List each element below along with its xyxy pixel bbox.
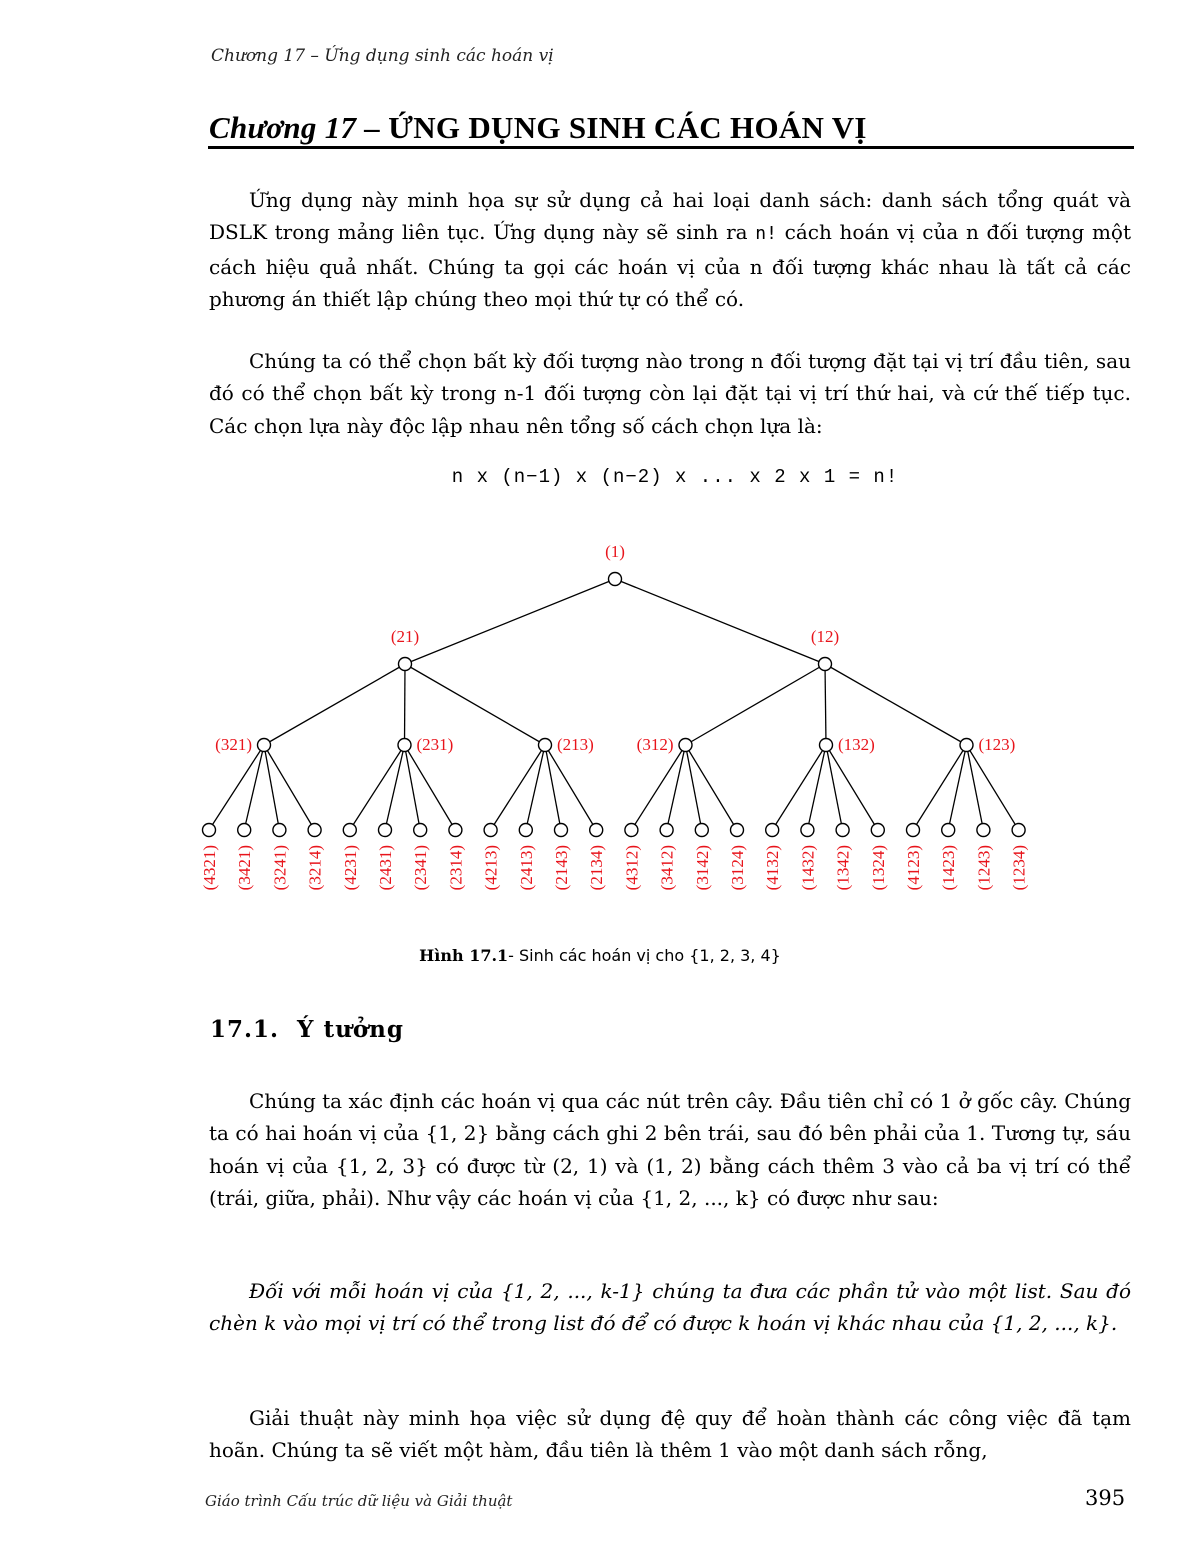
node-label-leaf: (4132)	[763, 845, 783, 891]
tree-node	[343, 824, 356, 837]
page-number: 395	[1085, 1486, 1126, 1510]
tree-node	[258, 739, 271, 752]
running-header: Chương 17 – Ứng dụng sinh các hoán vị	[211, 46, 554, 66]
node-label-leaf: (2431)	[376, 845, 395, 891]
node-label-leaf: (2314)	[446, 845, 466, 891]
tree-edge	[825, 664, 826, 745]
node-label-leaf: (4231)	[340, 845, 360, 891]
tree-node	[836, 824, 849, 837]
node-label-level3: (132)	[838, 735, 875, 754]
section-heading	[210, 1016, 404, 1043]
node-label-leaf: (1423)	[939, 845, 959, 891]
footer-book-title: Giáo trình Cấu trúc dữ liệu và Giải thuật	[205, 1492, 513, 1510]
section-paragraph-1: Chúng ta xác định các hoán vị qua các nút trên cây. Đầu tiên chỉ có 1 ở gốc cây. Chúng ta có hai hoán vị của {1, 2} bằng cách ghi 2 bên trái, sau đó bên phải của 1. Tương tự, sáu hoán vị của {1, 2, 3} có được từ (2, 1) và (1, 2) bằng cách thêm 3 vào cả ba vị trí có thể (trái, giữa, phải). Như vậy các hoán vị của {1, 2, ..., k} có được như sau:	[209, 1089, 1131, 1210]
tree-edge	[913, 745, 967, 830]
factorial-formula: n x (n−1) x (n−2) x ... x 2 x 1 = n!	[451, 466, 899, 488]
caption-label: Hình 17.1	[419, 946, 509, 965]
tree-node	[590, 824, 603, 837]
tree-node	[414, 824, 427, 837]
chapter-title-prefix: Chương 17 –	[209, 110, 389, 145]
tree-node	[484, 824, 497, 837]
chapter-title	[209, 110, 867, 146]
tree-node	[625, 824, 638, 837]
node-label-leaf: (1243)	[974, 845, 994, 891]
tree-node	[379, 824, 392, 837]
tree-node	[609, 573, 622, 586]
tree-edge	[405, 664, 545, 745]
node-label-leaf: (4312)	[622, 845, 642, 891]
tree-edge	[615, 579, 825, 664]
tree-node	[960, 739, 973, 752]
tree-node	[555, 824, 568, 837]
node-label-leaf: (3214)	[305, 845, 325, 891]
tree-edge	[385, 745, 405, 830]
tree-node	[695, 824, 708, 837]
node-label-leaf: (3412)	[657, 845, 677, 891]
intro-paragraph-2: Chúng ta có thể chọn bất kỳ đối tượng nào trong n đối tượng đặt tại vị trí đầu tiên, sau đó có thể chọn bất kỳ trong n-1 đối tượng còn lại đặt tại vị trí thứ hai, và cứ thế tiếp tục. Các chọn lựa này độc lập nhau nên tổng số cách chọn lựa là:	[209, 349, 1131, 438]
figure-caption	[0, 946, 1200, 965]
tree-node	[398, 739, 411, 752]
tree-node	[203, 824, 216, 837]
tree-node	[766, 824, 779, 837]
node-label-leaf: (3421)	[235, 845, 255, 891]
chapter-title-main: ỨNG DỤNG SINH CÁC HOÁN VỊ	[388, 110, 867, 145]
tree-node	[731, 824, 744, 837]
tree-node	[660, 824, 673, 837]
tree-node	[977, 824, 990, 837]
node-label-level3: (321)	[215, 735, 252, 754]
node-label-leaf: (1342)	[833, 845, 853, 891]
tree-node	[801, 824, 814, 837]
tree-edge	[264, 664, 405, 745]
intro-paragraph-1: Ứng dụng này minh họa sự sử dụng cả hai loại danh sách: danh sách tổng quát và DSLK trong mảng liên tục. Ứng dụng này sẽ sinh ra n! cách hoán vị của n đối tượng một cách hiệu quả nhất. Chúng ta gọi các hoán vị của n đối tượng khác nhau là tất cả các phương án thiết lập chúng theo mọi thứ tự có thể có.	[209, 188, 1131, 311]
tree-edge	[772, 745, 826, 830]
node-label-leaf: (3142)	[692, 845, 712, 891]
tree-node	[238, 824, 251, 837]
section-number: 17.1.	[210, 1016, 280, 1043]
tree-edge	[807, 745, 826, 830]
node-label-level3: (213)	[557, 735, 594, 754]
tree-node	[679, 739, 692, 752]
node-label-leaf: (2413)	[516, 845, 536, 891]
caption-text: - Sinh các hoán vị cho {1, 2, 3, 4}	[508, 946, 781, 965]
tree-edge	[244, 745, 264, 830]
section-title: Ý tưởng	[297, 1016, 404, 1043]
node-label-leaf: (1432)	[798, 845, 818, 891]
tree-edge	[405, 664, 406, 745]
section-paragraph-3: Giải thuật này minh họa việc sử dụng đệ quy để hoàn thành các công việc đã tạm hoãn. Chúng ta sẽ viết một hàm, đầu tiên là thêm 1 vào một danh sách rỗng,	[209, 1406, 1131, 1463]
tree-node	[871, 824, 884, 837]
tree-edge	[948, 745, 966, 830]
inline-code: n!	[755, 223, 777, 245]
node-label-leaf: (1324)	[868, 845, 888, 891]
tree-node	[820, 739, 833, 752]
tree-node	[273, 824, 286, 837]
tree-edge	[350, 745, 405, 830]
node-label-leaf: (2341)	[411, 845, 431, 891]
section-paragraph-2: Đối với mỗi hoán vị của {1, 2, ..., k-1} chúng ta đưa các phần tử vào một list. Sau đó chèn k vào mọi vị trí có thể trong list đó để có được k hoán vị khác nhau của {1, 2, ..., k}.	[209, 1279, 1131, 1336]
node-label-level3: (231)	[416, 735, 454, 754]
tree-edge	[526, 745, 545, 830]
node-label-leaf: (3241)	[270, 845, 290, 891]
node-label-leaf: (1234)	[1009, 845, 1029, 891]
node-label-leaf: (4321)	[200, 845, 219, 891]
node-label-leaf: (3124)	[728, 845, 747, 891]
tree-node	[1012, 824, 1025, 837]
permutation-tree	[180, 533, 1040, 933]
tree-node	[819, 658, 832, 671]
tree-edge	[631, 745, 685, 830]
title-rule	[208, 146, 1134, 149]
tree-node	[399, 658, 412, 671]
node-label-level3: (312)	[636, 735, 674, 754]
node-label-level2: (21)	[390, 627, 420, 646]
node-label-leaf: (2134)	[587, 845, 607, 891]
tree-node	[942, 824, 955, 837]
tree-node	[519, 824, 532, 837]
node-label-leaf: (2143)	[552, 845, 571, 891]
tree-edge	[667, 745, 686, 830]
permutation-tree-figure	[180, 533, 1040, 933]
tree-node	[449, 824, 462, 837]
tree-edge	[825, 664, 967, 745]
tree-edge	[405, 579, 615, 664]
node-label-level3: (123)	[978, 735, 1016, 754]
node-label-leaf: (4123)	[904, 845, 923, 891]
tree-edge	[686, 664, 826, 745]
node-label-leaf: (4213)	[481, 845, 501, 891]
tree-node	[907, 824, 920, 837]
node-label-level2: (12)	[810, 627, 840, 646]
node-label-root: (1)	[605, 542, 625, 561]
tree-edge	[209, 745, 264, 830]
tree-edge	[491, 745, 545, 830]
tree-node	[539, 739, 552, 752]
tree-node	[308, 824, 321, 837]
